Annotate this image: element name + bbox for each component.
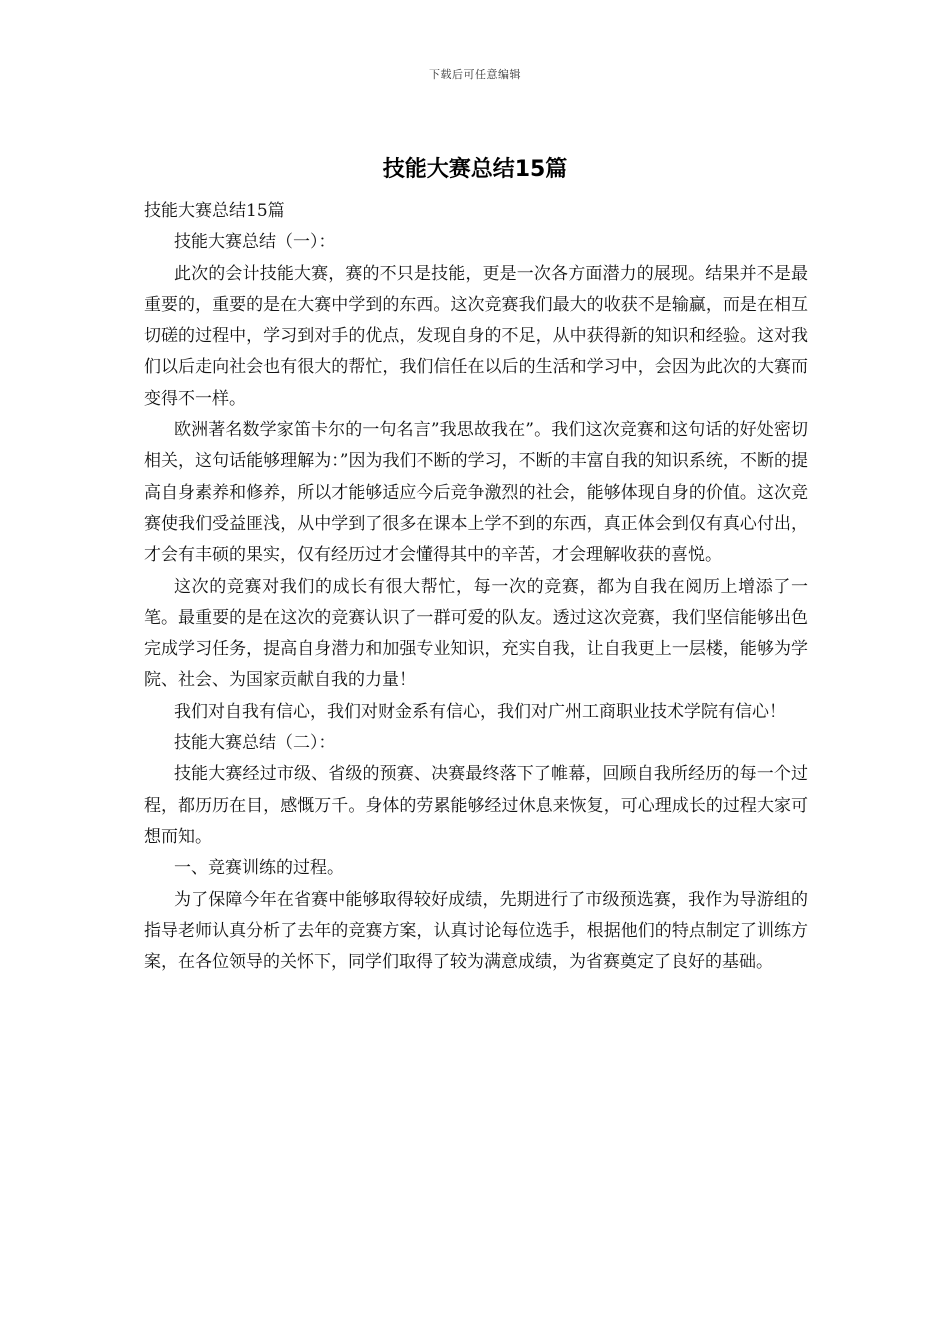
body-paragraph: 欧洲著名数学家笛卡尔的一句名言”我思故我在”。我们这次竞赛和这句话的好处密切相关，这句话能够理解为：”因为我们不断的学习，不断的丰富自我的知识系统，不断的提高自身素养和修养，所以才能够适应今后竞争激烈的社会，能够体现自身的价值。这次竞赛使我们受益匪浅，从中学到了很多在课本上学不到的东西，真正体会到仅有真心付出，才会有丰硕的果实，仅有经历过才会懂得其中的辛苦，才会理解收获的喜悦。	[144, 420, 808, 566]
body-paragraph: 技能大赛总结（二）：	[174, 733, 336, 754]
body-paragraph: 我们对自我有信心，我们对财金系有信心，我们对广州工商职业技术学院有信心！	[174, 701, 786, 722]
document-title: 技能大赛总结15篇	[382, 157, 568, 182]
body-paragraph: 技能大赛经过市级、省级的预赛、决赛最终落下了帷幕，回顾自我所经历的每一个过程，都历历在目，感慨万千。身体的劳累能够经过休息来恢复，可心理成长的过程大家可想而知。	[144, 764, 808, 847]
body-paragraph: 此次的会计技能大赛，赛的不只是技能，更是一次各方面潜力的展现。结果并不是最重要的，重要的是在大赛中学到的东西。这次竞赛我们最大的收获不是输赢，而是在相互切磋的过程中，学习到对手的优点，发现自身的不足，从中获得新的知识和经验。这对我们以后走向社会也有很大的帮忙，我们信任在以后的生活和学习中，会因为此次的大赛而变得不一样。	[144, 263, 808, 409]
subtitle-line: 技能大赛总结15篇	[144, 201, 285, 221]
body-paragraph: 技能大赛总结（一）：	[174, 232, 336, 253]
header-note: 下载后可任意编辑	[429, 68, 521, 81]
body-paragraph: 这次的竞赛对我们的成长有很大帮忙，每一次的竞赛，都为自我在阅历上增添了一笔。最重要的是在这次的竞赛认识了一群可爱的队友。透过这次竞赛，我们坚信能够出色完成学习任务，提高自身潜力和加强专业知识，充实自我，让自我更上一层楼，能够为学院、社会、为国家贡献自我的力量！	[144, 576, 808, 691]
document-body	[144, 196, 808, 978]
body-paragraph: 为了保障今年在省赛中能够取得较好成绩，先期进行了市级预选赛，我作为导游组的指导老师认真分析了去年的竞赛方案，认真讨论每位选手，根据他们的特点制定了训练方案，在各位领导的关怀下，同学们取得了较为满意成绩，为省赛奠定了良好的基础。	[144, 889, 808, 973]
body-paragraph: 一、竞赛训练的过程。	[174, 858, 344, 879]
